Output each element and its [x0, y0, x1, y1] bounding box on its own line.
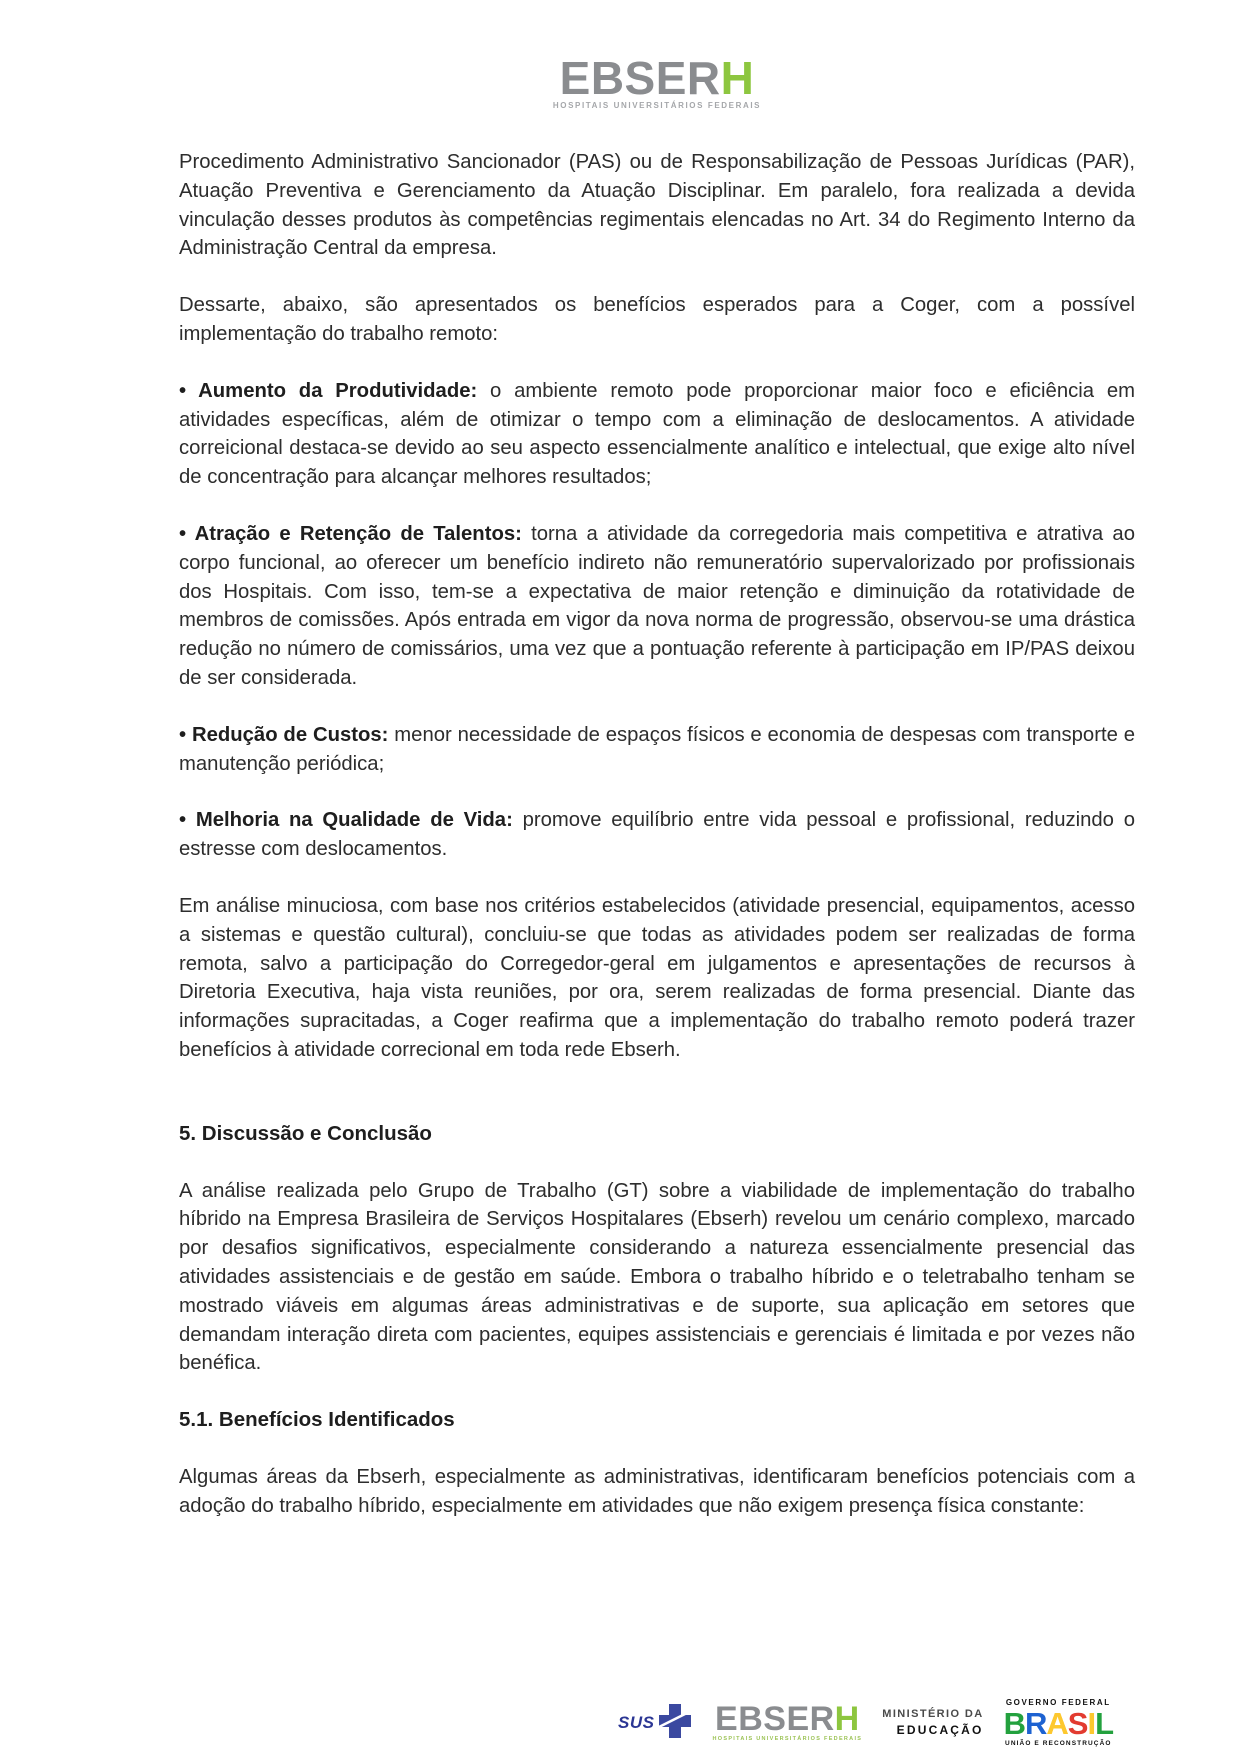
footer-logos — [618, 1699, 1113, 1748]
bullet-label: • Aumento da Produtividade: — [179, 379, 478, 402]
governo-federal-logo — [1004, 1699, 1113, 1748]
ebserh-logo — [552, 52, 762, 110]
bullet-atracao-retencao — [179, 520, 1135, 693]
bullet-label: • Redução de Custos: — [179, 723, 389, 746]
sus-cross-icon — [657, 1701, 693, 1744]
sus-logo — [618, 1701, 692, 1744]
ebserh-footer-subtitle: HOSPITAIS UNIVERSITÁRIOS FEDERAIS — [712, 1735, 863, 1742]
governo-federal-label: GOVERNO FEDERAL — [1005, 1697, 1111, 1707]
paragraph-pas-par: Procedimento Administrativo Sancionador (PAS) ou de Responsabilização de Pessoas Jurídicas (PAR), Atuação Preventiva e Gerenciamento da Atuação Disciplinar. Em paralelo, fora realizada a devida vinculação desses produtos às competências regimentais elencadas no Art. 34 do Regimento Interno da Administração Central da empresa. — [179, 151, 1135, 260]
ebserh-footer-wordmark-green: H — [834, 1699, 860, 1738]
section-heading-beneficios-identificados: 5.1. Benefícios Identificados — [179, 1408, 455, 1432]
brasil-letter: I — [1087, 1705, 1096, 1741]
section-heading-discussao-conclusao: 5. Discussão e Conclusão — [179, 1121, 432, 1145]
ebserh-footer-logo — [712, 1699, 863, 1743]
bullet-text: torna a atividade da corregedoria mais competitiva e atrativa ao corpo funcional, ao oferecer um benefício indireto não remuneratório supervalorizado por profissionais dos Hospitais. Com isso, tem-se a expectativa de maior retenção e diminuição da rotatividade de membros de comissões. Após entrada em vigor da nova norma de progressão, observou-se uma drástica redução no número de comissários, uma vez que a pontuação referente à participação em IP/PAS deixou de ser considerada. — [179, 522, 1135, 689]
paragraph-analise-gt: A análise realizada pelo Grupo de Trabalho (GT) sobre a viabilidade de implementação do trabalho híbrido na Empresa Brasileira de Serviços Hospitalares (Ebserh) revelou um cenário complexo, marcado por desafios significativos, especialmente considerando a natureza essencialmente presencial das atividades assistenciais e de gestão em saúde. Embora o trabalho híbrido e o teletrabalho tenham se mostrado viáveis em algumas áreas administrativas e de suporte, sua aplicação em setores que demandam interação direta com pacientes, equipes assistenciais e gerenciais é limitada e por vezes não benéfica. — [179, 1179, 1135, 1375]
paragraph-dessarte: Dessarte, abaixo, são apresentados os benefícios esperados para a Coger, com a possível implementação do trabalho remoto: — [179, 294, 1135, 345]
ebserh-footer-wordmark-gray: EBSER — [715, 1699, 835, 1738]
brasil-wordmark — [1003, 1705, 1113, 1741]
brasil-letter: A — [1046, 1705, 1068, 1741]
ebserh-logo-subtitle: HOSPITAIS UNIVERSITÁRIOS FEDERAIS — [552, 101, 762, 110]
bullet-qualidade-vida — [179, 806, 1135, 864]
ebserh-wordmark-gray: EBSER — [559, 52, 721, 104]
bullet-label: • Melhoria na Qualidade de Vida: — [179, 809, 513, 832]
educacao-label: EDUCAÇÃO — [896, 1723, 984, 1738]
brasil-letter: B — [1003, 1705, 1025, 1741]
brasil-letter: L — [1095, 1705, 1113, 1741]
bullet-text: promove equilíbrio entre vida pessoal e profissional, reduzindo o estresse com deslocamentos. — [179, 809, 1135, 861]
bullet-reducao-custos — [179, 721, 1135, 779]
paragraph-algumas-areas: Algumas áreas da Ebserh, especialmente as administrativas, identificaram benefícios potenciais com a adoção do trabalho híbrido, especialmente em atividades que não exigem presença física constante: — [179, 1465, 1135, 1517]
uniao-reconstrucao-label: UNIÃO E RECONSTRUÇÃO — [1005, 1739, 1112, 1747]
ebserh-wordmark — [552, 52, 762, 104]
ebserh-footer-wordmark — [713, 1699, 863, 1738]
brasil-letter: S — [1067, 1705, 1088, 1741]
paragraph-analise-minuciosa: Em análise minuciosa, com base nos critérios estabelecidos (atividade presencial, equipamentos, acesso a sistemas e questão cultural), concluiu-se que todas as atividades podem ser realizadas de forma remota, salvo a participação do Corregedor-geral em julgamentos e apresentações de recursos à Diretoria Executiva, haja vista reuniões, por ora, serem realizadas de forma presencial. Diante das informações supracitadas, a Coger reafirma que a implementação do trabalho remoto poderá trazer benefícios à atividade correcional em toda rede Ebserh. — [179, 894, 1135, 1061]
bullet-text: menor necessidade de espaços físicos e economia de despesas com transporte e manutenção periódica; — [179, 723, 1135, 775]
ministerio-da-label: MINISTÉRIO DA — [882, 1707, 984, 1720]
brasil-letter: R — [1024, 1705, 1047, 1741]
sus-logo-label: SUS — [618, 1712, 655, 1732]
ministerio-educacao-logo — [882, 1707, 983, 1739]
document-body — [179, 148, 1135, 1548]
ebserh-wordmark-green: H — [720, 52, 755, 104]
bullet-aumento-produtividade — [179, 377, 1135, 492]
bullet-text: o ambiente remoto pode proporcionar maior foco e eficiência em atividades específicas, além de otimizar o tempo com a eliminação de deslocamentos. A atividade correicional destaca-se devido ao seu aspecto essencialmente analítico e intelectual, que exige alto nível de concentração para alcançar melhores resultados; — [179, 379, 1136, 489]
bullet-label: • Atração e Retenção de Talentos: — [179, 522, 522, 545]
